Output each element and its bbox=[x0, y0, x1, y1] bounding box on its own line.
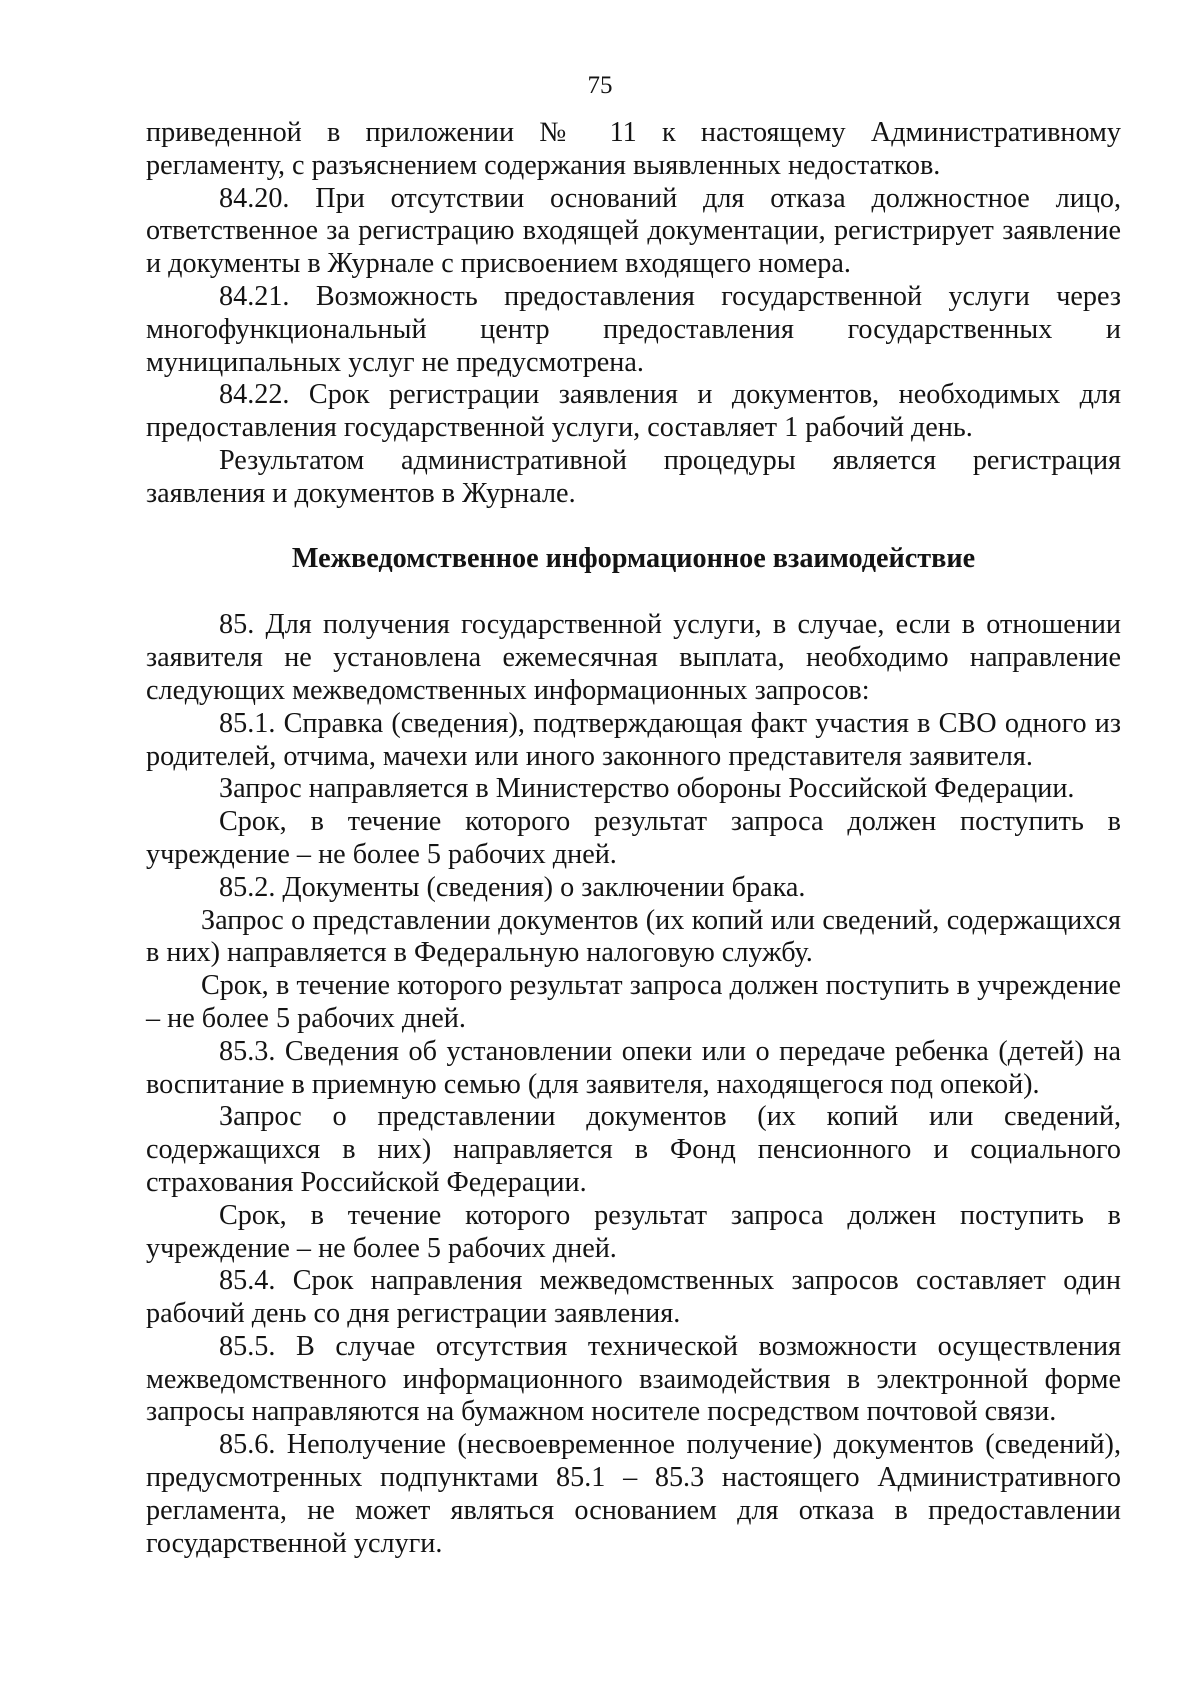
paragraph-85-3-request: Запрос о представлении документов (их копий или сведений, содержащихся в них) направляется в Фонд пенсионного и социального страхования Российской Федерации. bbox=[146, 1101, 1121, 1198]
paragraph-85-2-term: Срок, в течение которого результат запроса должен поступить в учреждение – не более 5 рабочих дней. bbox=[146, 970, 1121, 1034]
paragraph-85-2: 85.2. Документы (сведения) о заключении брака. bbox=[219, 871, 806, 903]
paragraph-85-1-term: Срок, в течение которого результат запроса должен поступить в учреждение – не более 5 рабочих дней. bbox=[146, 806, 1121, 870]
paragraph-85-4: 85.4. Срок направления межведомственных запросов составляет один рабочий день со дня регистрации заявления. bbox=[146, 1265, 1121, 1330]
paragraph-85-6: 85.6. Неполучение (несвоевременное получение) документов (сведений), предусмотренных подпунктами 85.1 – 85.3 настоящего Административного регламента, не может являться основанием для отказа в предоставлении государственной услуги. bbox=[146, 1429, 1121, 1559]
section-heading: Межведомственное информационное взаимодействие bbox=[291, 542, 976, 574]
paragraph-85-1: 85.1. Справка (сведения), подтверждающая факт участия в СВО одного из родителей, отчима, мачехи или иного законного представителя заявителя. bbox=[146, 707, 1121, 772]
paragraph-85-2-request: Запрос о представлении документов (их копий или сведений, содержащихся в них) направляется в Федеральную налоговую службу. bbox=[146, 904, 1121, 969]
paragraph-85-1-request: Запрос направляется в Министерство обороны Российской Федерации. bbox=[219, 773, 1075, 805]
paragraph-85: 85. Для получения государственной услуги, в случае, если в отношении заявителя не установлена ежемесячная выплата, необходимо направление следующих межведомственных информационных запросов: bbox=[146, 609, 1121, 706]
document-body bbox=[146, 117, 1121, 1560]
paragraph-continuation: приведенной в приложении № 11 к настоящему Административному регламенту, с разъяснением содержания выявленных недостатков. bbox=[146, 117, 1121, 181]
paragraph-84-21: 84.21. Возможность предоставления государственной услуги через многофункциональный центр предоставления государственных и муниципальных услуг не предусмотрена. bbox=[146, 280, 1121, 378]
page-number: 75 bbox=[587, 72, 613, 99]
paragraph-result: Результатом административной процедуры является регистрация заявления и документов в Журнале. bbox=[146, 444, 1121, 509]
paragraph-85-3-term: Срок, в течение которого результат запроса должен поступить в учреждение – не более 5 рабочих дней. bbox=[146, 1199, 1121, 1264]
paragraph-85-3: 85.3. Сведения об установлении опеки или о передаче ребенка (детей) на воспитание в приемную семью (для заявителя, находящегося под опекой). bbox=[146, 1035, 1121, 1100]
paragraph-84-22: 84.22. Срок регистрации заявления и документов, необходимых для предоставления государственной услуги, составляет 1 рабочий день. bbox=[146, 379, 1121, 444]
paragraph-85-5: 85.5. В случае отсутствия технической возможности осуществления межведомственного информационного взаимодействия в электронной форме запросы направляются на бумажном носителе посредством почтовой связи. bbox=[146, 1330, 1121, 1428]
paragraph-84-20: 84.20. При отсутствии оснований для отказа должностное лицо, ответственное за регистрацию входящей документации, регистрирует заявление и документы в Журнале с присвоением входящего номера. bbox=[146, 182, 1121, 280]
